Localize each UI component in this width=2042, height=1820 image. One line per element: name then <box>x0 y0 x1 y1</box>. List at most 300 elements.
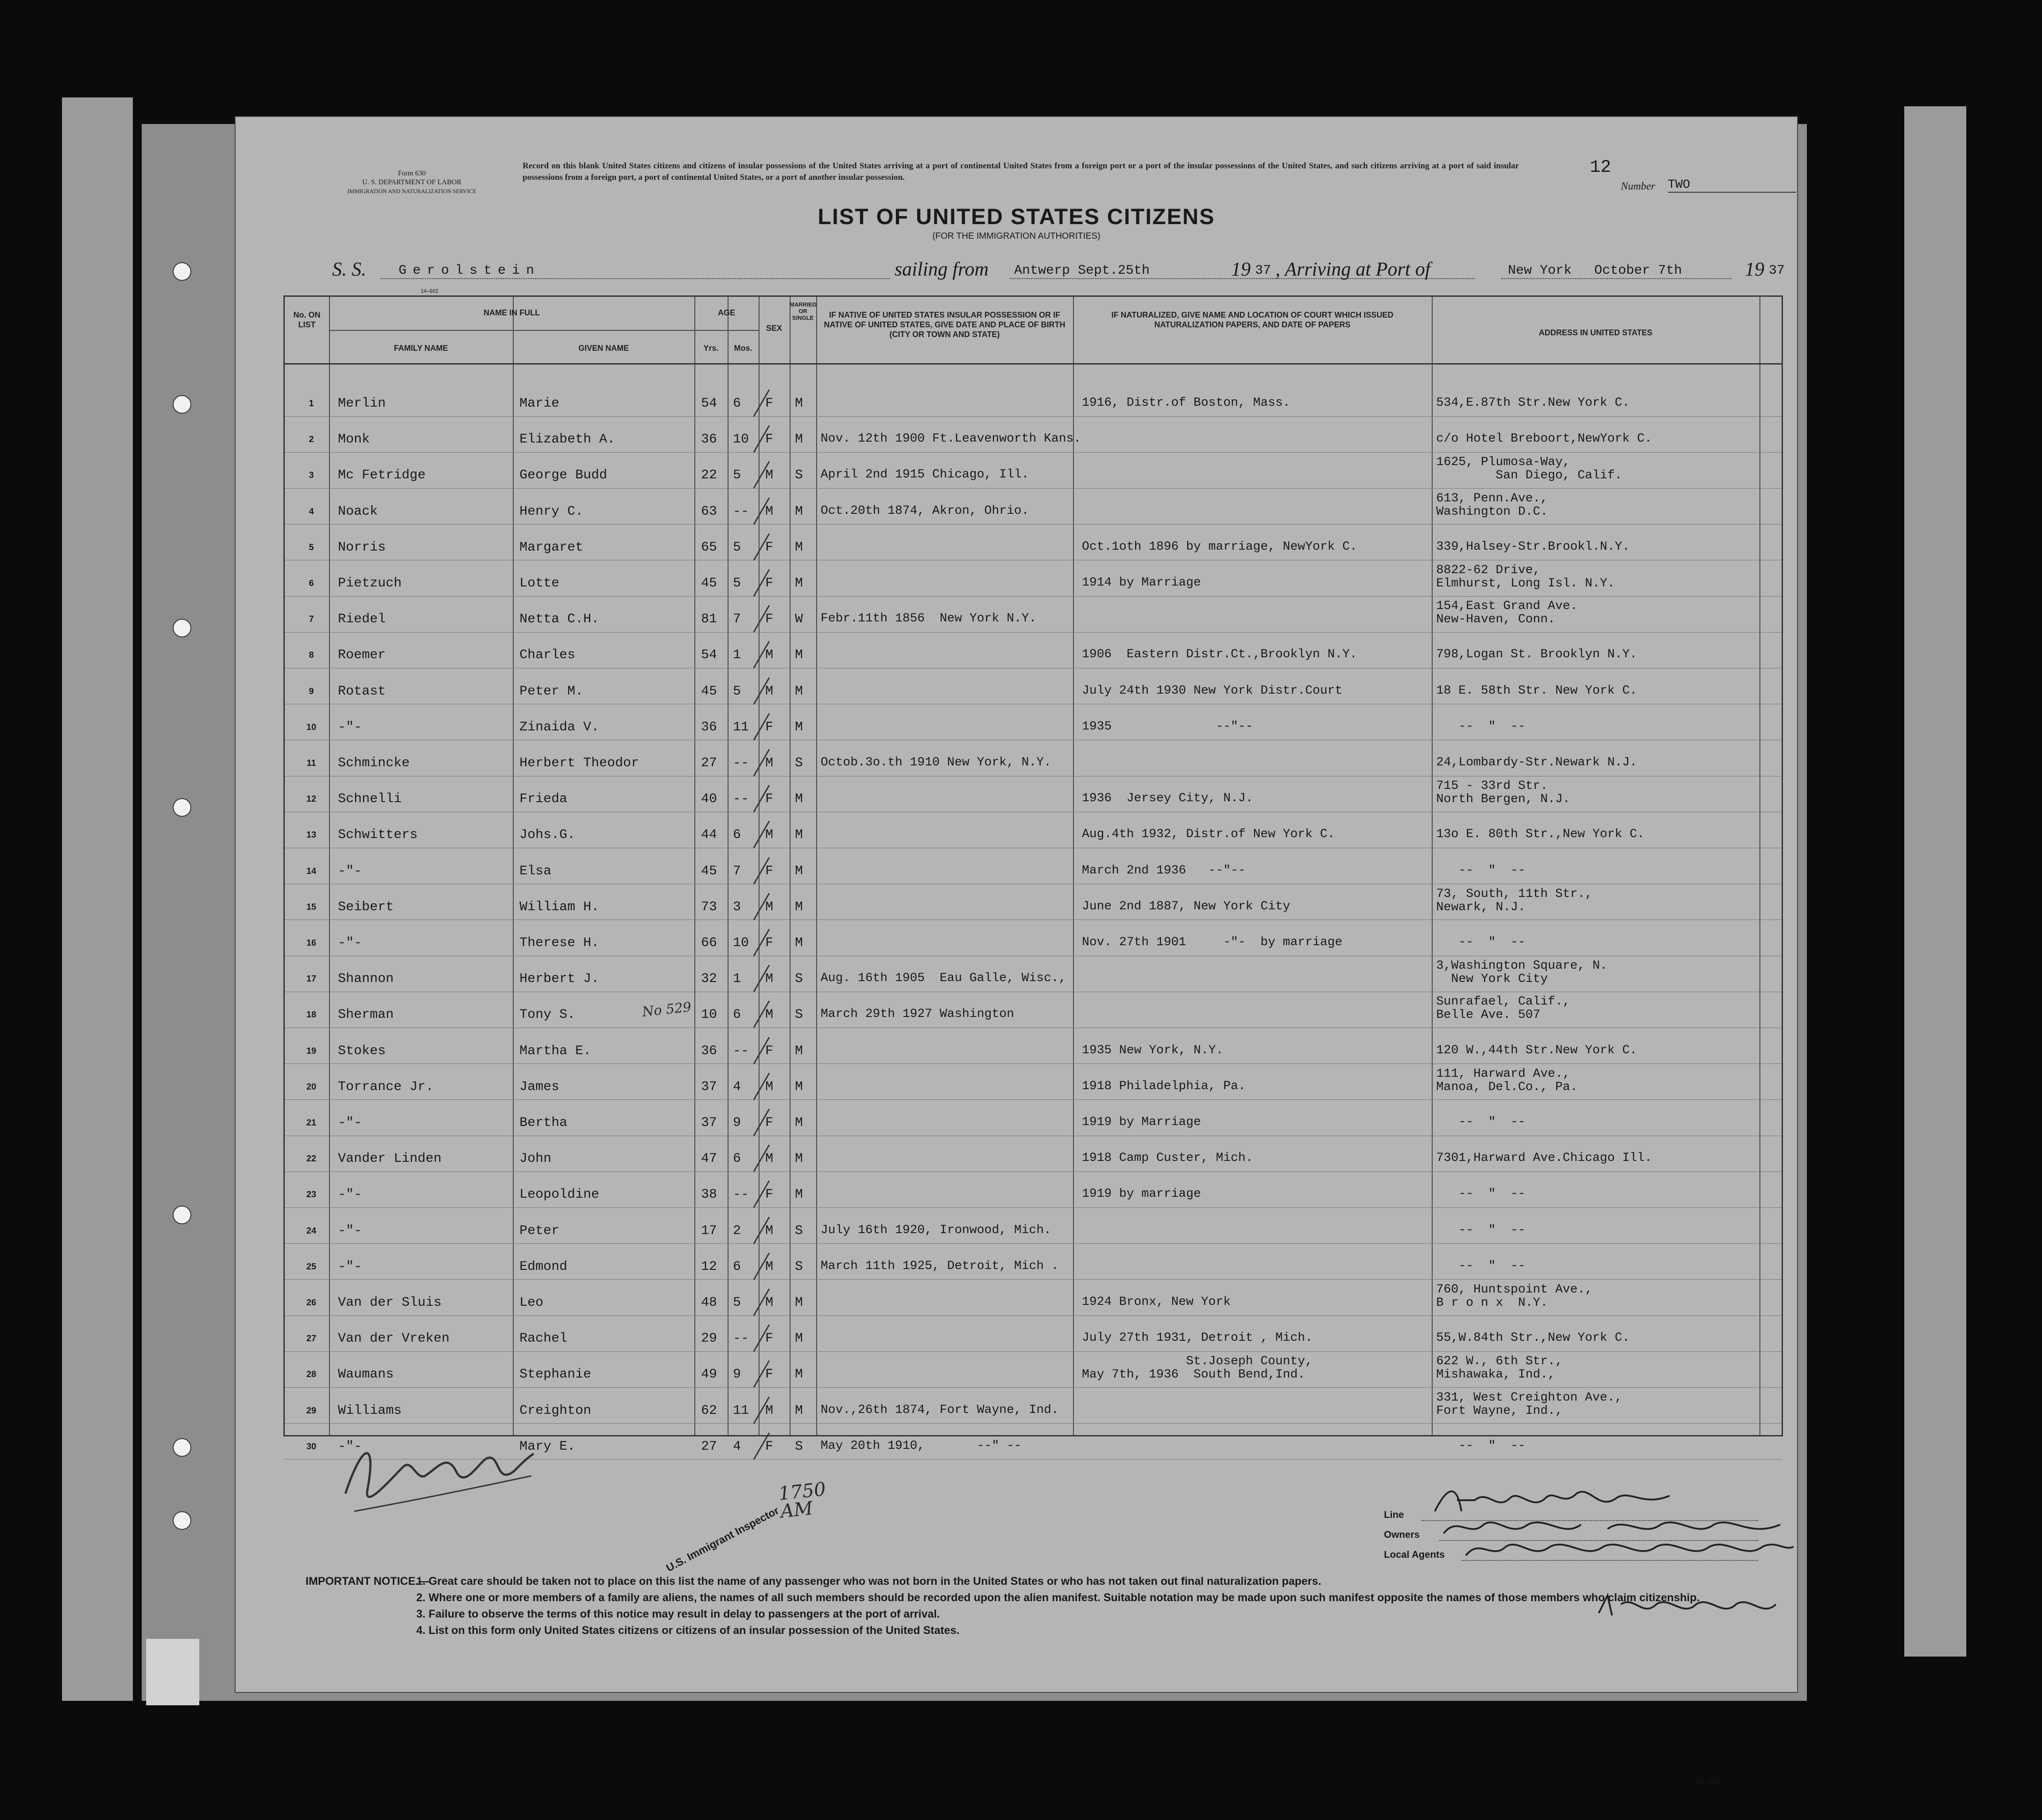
row-4-ms: M <box>795 504 803 519</box>
row-8-nat: 1906 Eastern Distr.Ct.,Brooklyn N.Y. <box>1082 648 1357 662</box>
row-5-nat: Oct.1oth 1896 by marriage, NewYork C. <box>1082 539 1357 554</box>
row-30-mos: 4 <box>733 1439 741 1454</box>
row-25-addr: -- " -- <box>1436 1259 1526 1273</box>
print-code-top: 14–602 <box>421 288 439 294</box>
row-11-yrs: 27 <box>701 756 717 771</box>
row-26-no: 26 <box>306 1298 317 1308</box>
row-15-addr: 73, South, 11th Str., Newark, N.J. <box>1436 887 1593 914</box>
row-27-mos: -- <box>733 1331 749 1347</box>
row-4-given: Henry C. <box>519 504 584 519</box>
row-12-yrs: 40 <box>701 792 717 807</box>
row-20-given: James <box>519 1079 560 1094</box>
row-rule <box>285 1351 1782 1352</box>
row-16-mos: 10 <box>733 935 749 951</box>
ship-name: Gerolstein <box>399 263 541 278</box>
col-age: AGE <box>717 308 735 317</box>
row-29-family: Williams <box>338 1403 402 1418</box>
row-11-family: Schmincke <box>338 756 410 771</box>
row-13-yrs: 44 <box>701 827 717 843</box>
row-9-given: Peter M. <box>519 683 584 699</box>
row-5-mos: 5 <box>733 539 741 555</box>
inspector-time: 1750 AM <box>777 1478 827 1522</box>
row-13-sex: M <box>765 827 774 843</box>
row-3-mos: 5 <box>733 468 741 483</box>
row-21-addr: -- " -- <box>1436 1115 1526 1129</box>
row-29-ms: M <box>795 1403 803 1418</box>
row-3-birth: April 2nd 1915 Chicago, Ill. <box>821 468 1029 482</box>
row-25-sex: M <box>765 1259 774 1274</box>
row-2-mos: 10 <box>733 432 749 447</box>
row-4-birth: Oct.20th 1874, Akron, Ohrio. <box>821 504 1029 518</box>
row-1-addr: 534,E.87th Str.New York C. <box>1436 396 1630 410</box>
row-7-mos: 7 <box>733 612 741 627</box>
row-6-yrs: 45 <box>701 576 717 591</box>
row-rule <box>285 1387 1782 1388</box>
punch-hole <box>173 619 191 637</box>
row-28-mos: 9 <box>733 1367 741 1382</box>
row-22-addr: 7301,Harward Ave.Chicago Ill. <box>1436 1151 1652 1165</box>
row-21-no: 21 <box>306 1118 317 1128</box>
row-1-sex: F <box>765 396 774 411</box>
row-rule <box>285 1099 1782 1100</box>
row-rule <box>285 1423 1782 1424</box>
row-11-ms: S <box>795 756 803 771</box>
row-30-addr: -- " -- <box>1436 1439 1526 1453</box>
row-24-sex: M <box>765 1223 774 1238</box>
row-12-nat: 1936 Jersey City, N.J. <box>1082 792 1253 806</box>
right-paper-edge <box>1904 106 1966 1657</box>
row-19-yrs: 36 <box>701 1043 717 1059</box>
list-number: 12 <box>1590 158 1612 178</box>
row-14-mos: 7 <box>733 863 741 879</box>
row-12-mos: -- <box>733 792 749 807</box>
row-15-ms: M <box>795 899 803 915</box>
row-6-ms: M <box>795 576 803 591</box>
row-17-birth: Aug. 16th 1905 Eau Galle, Wisc., <box>821 971 1066 986</box>
row-5-given: Margaret <box>519 539 584 555</box>
row-2-sex: F <box>765 432 774 447</box>
row-13-mos: 6 <box>733 827 741 843</box>
inspector-signature <box>337 1427 540 1529</box>
row-26-sex: M <box>765 1295 774 1310</box>
punch-hole <box>173 1511 191 1530</box>
row-29-mos: 11 <box>733 1403 749 1418</box>
row-16-nat: Nov. 27th 1901 -"- by marriage <box>1082 935 1343 949</box>
row-27-ms: M <box>795 1331 803 1347</box>
row-rule <box>285 452 1782 453</box>
notice-item: 4. List on this form only United States citizens or citizens of an insular possession of the United States. <box>416 1624 960 1637</box>
row-26-addr: 760, Huntspoint Ave., B r o n x N.Y. <box>1436 1283 1593 1310</box>
row-rule <box>285 632 1782 633</box>
row-20-mos: 4 <box>733 1079 741 1094</box>
row-17-no: 17 <box>306 974 317 984</box>
row-21-family: -"- <box>338 1115 362 1130</box>
row-18-no: 18 <box>306 1010 317 1020</box>
row-8-sex: M <box>765 648 774 663</box>
row-1-ms: M <box>795 396 803 411</box>
row-4-no: 4 <box>309 506 314 516</box>
row-19-given: Martha E. <box>519 1043 592 1059</box>
row-9-yrs: 45 <box>701 683 717 699</box>
row-30-sex: F <box>765 1439 774 1454</box>
row-2-no: 2 <box>309 435 314 445</box>
row-17-sex: M <box>765 971 774 987</box>
row-17-ms: S <box>795 971 803 987</box>
row-9-family: Rotast <box>338 683 386 699</box>
agents-signature <box>1461 1533 1798 1564</box>
row-20-ms: M <box>795 1079 803 1094</box>
row-18-ms: S <box>795 1007 803 1023</box>
row-6-given: Lotte <box>519 576 560 591</box>
row-25-mos: 6 <box>733 1259 741 1274</box>
row-6-mos: 5 <box>733 576 741 591</box>
row-18-mos: 6 <box>733 1007 741 1023</box>
row-30-given: Mary E. <box>519 1439 576 1454</box>
row-18-family: Sherman <box>338 1007 394 1023</box>
row-3-yrs: 22 <box>701 468 717 483</box>
row-18-birth: March 29th 1927 Washington <box>821 1007 1014 1021</box>
punch-hole <box>173 1206 191 1224</box>
row-24-family: -"- <box>338 1223 362 1238</box>
row-17-family: Shannon <box>338 971 394 987</box>
row-27-given: Rachel <box>519 1331 568 1347</box>
row-27-family: Van der Vreken <box>338 1331 450 1347</box>
row-25-no: 25 <box>306 1261 317 1272</box>
row-29-no: 29 <box>306 1405 317 1416</box>
row-rule <box>285 1207 1782 1208</box>
row-10-yrs: 36 <box>701 719 717 735</box>
row-15-given: William H. <box>519 899 600 915</box>
row-26-ms: M <box>795 1295 803 1310</box>
row-19-mos: -- <box>733 1043 749 1059</box>
row-1-no: 1 <box>309 399 314 408</box>
row-18-sex: M <box>765 1007 774 1023</box>
row-29-addr: 331, West Creighton Ave., Fort Wayne, Ind., <box>1436 1390 1623 1418</box>
row-3-ms: S <box>795 468 803 483</box>
row-20-no: 20 <box>306 1082 317 1092</box>
row-2-addr: c/o Hotel Breboort,NewYork C. <box>1436 432 1652 446</box>
row-18-note: No 529 <box>641 999 692 1020</box>
row-21-nat: 1919 by Marriage <box>1082 1115 1201 1129</box>
row-9-addr: 18 E. 58th Str. New York C. <box>1436 683 1637 698</box>
punch-hole <box>173 798 191 817</box>
row-1-family: Merlin <box>338 396 386 411</box>
row-7-no: 7 <box>309 614 314 625</box>
row-22-no: 22 <box>306 1154 317 1164</box>
col-no-on-list: No. ON LIST <box>293 310 321 329</box>
row-5-no: 5 <box>309 542 314 552</box>
manifest-page <box>235 116 1798 1785</box>
row-11-no: 11 <box>306 758 316 768</box>
year-1: 37 <box>1255 263 1271 278</box>
service-text: IMMIGRATION AND NATURALIZATION SERVICE <box>347 188 477 194</box>
col-birth: IF NATIVE OF UNITED STATES INSULAR POSSESSION OR IF NATIVE OF UNITED STATES, GIVE DATE AND PLACE OF BIRTH (CITY OR TOWN AND STATE) <box>824 310 1066 339</box>
row-21-yrs: 37 <box>701 1115 717 1130</box>
row-28-yrs: 49 <box>701 1367 717 1382</box>
row-5-yrs: 65 <box>701 539 717 555</box>
row-4-sex: M <box>765 504 774 519</box>
row-28-addr: 622 W., 6th Str., Mishawaka, Ind., <box>1436 1354 1563 1382</box>
arriving-label: , Arriving at Port of <box>1275 258 1430 280</box>
row-5-family: Norris <box>338 539 386 555</box>
row-rule <box>285 416 1782 417</box>
row-29-birth: Nov.,26th 1874, Fort Wayne, Ind. <box>821 1403 1059 1417</box>
row-25-family: -"- <box>338 1259 362 1274</box>
row-15-nat: June 2nd 1887, New York City <box>1082 899 1290 913</box>
row-22-ms: M <box>795 1151 803 1167</box>
passenger-table <box>283 295 1783 1454</box>
row-24-ms: S <box>795 1223 803 1238</box>
row-rule <box>285 596 1782 597</box>
row-2-family: Monk <box>338 432 370 447</box>
row-12-given: Frieda <box>519 792 568 807</box>
voyage-line <box>332 258 1794 284</box>
row-13-family: Schwitters <box>338 827 418 843</box>
row-9-mos: 5 <box>733 683 741 699</box>
row-14-family: -"- <box>338 863 362 879</box>
row-19-no: 19 <box>306 1046 317 1056</box>
row-11-sex: M <box>765 756 774 771</box>
owners-label: Owners <box>1384 1529 1420 1540</box>
row-2-given: Elizabeth A. <box>519 432 616 447</box>
row-17-addr: 3,Washington Square, N. New York City <box>1436 959 1608 986</box>
col-yrs: Yrs. <box>703 344 719 353</box>
row-rule <box>285 1279 1782 1280</box>
row-20-yrs: 37 <box>701 1079 717 1094</box>
punch-hole <box>173 395 191 414</box>
row-14-nat: March 2nd 1936 --"-- <box>1082 863 1246 877</box>
notice-item: 2. Where one or more members of a family are aliens, the names of all such members should be recorded upon the alien manifest. Suitable notation may be made upon such manifest opposite the names of those members who claim citizenship. <box>416 1591 1700 1604</box>
row-5-addr: 339,Halsey-Str.Brookl.N.Y. <box>1436 539 1630 554</box>
notice-items <box>416 1573 1789 1639</box>
row-30-ms: S <box>795 1439 803 1454</box>
row-12-no: 12 <box>306 794 317 804</box>
row-4-mos: -- <box>733 504 749 519</box>
row-4-yrs: 63 <box>701 504 717 519</box>
row-26-given: Leo <box>519 1295 544 1310</box>
row-18-addr: Sunrafael, Calif., Belle Ave. 507 <box>1436 995 1570 1022</box>
row-23-yrs: 38 <box>701 1187 717 1203</box>
row-9-no: 9 <box>309 686 314 696</box>
row-28-ms: M <box>795 1367 803 1382</box>
col-sex: SEX <box>766 324 783 333</box>
sailing-label: sailing from <box>895 258 989 280</box>
row-8-ms: M <box>795 648 803 663</box>
number-label: Number <box>1621 181 1655 192</box>
form-number <box>288 169 536 196</box>
row-19-family: Stokes <box>338 1043 386 1059</box>
row-20-addr: 111, Harward Ave., Manoa, Del.Co., Pa. <box>1436 1067 1578 1094</box>
row-27-addr: 55,W.84th Str.,New York C. <box>1436 1331 1630 1345</box>
row-21-given: Bertha <box>519 1115 568 1130</box>
row-19-ms: M <box>795 1043 803 1059</box>
row-7-birth: Febr.11th 1856 New York N.Y. <box>821 612 1037 626</box>
print-code-bottom: 14—601 <box>1696 1778 1720 1785</box>
number-value: TWO <box>1668 178 1796 193</box>
row-30-birth: May 20th 1910, --" -- <box>821 1439 1022 1453</box>
row-30-yrs: 27 <box>701 1439 717 1454</box>
row-28-given: Stephanie <box>519 1367 592 1382</box>
col-given-name: GIVEN NAME <box>578 344 629 353</box>
col-name-in-full: NAME IN FULL <box>484 308 540 317</box>
row-15-no: 15 <box>306 902 317 912</box>
row-22-sex: M <box>765 1151 774 1167</box>
arrival-port: New York <box>1508 263 1572 278</box>
row-17-mos: 1 <box>733 971 741 987</box>
row-14-sex: F <box>765 863 774 879</box>
row-19-nat: 1935 New York, N.Y. <box>1082 1043 1224 1057</box>
row-21-sex: F <box>765 1115 774 1130</box>
row-10-ms: M <box>795 719 803 735</box>
row-16-yrs: 66 <box>701 935 717 951</box>
col-address: ADDRESS IN UNITED STATES <box>1538 328 1653 337</box>
row-7-sex: F <box>765 612 774 627</box>
left-paper-edge <box>62 97 133 1701</box>
row-23-no: 23 <box>306 1190 317 1200</box>
row-15-mos: 3 <box>733 899 741 915</box>
row-6-family: Pietzuch <box>338 576 402 591</box>
ss-label: S. S. <box>332 258 366 280</box>
row-9-ms: M <box>795 683 803 699</box>
row-21-ms: M <box>795 1115 803 1130</box>
row-7-family: Riedel <box>338 612 386 627</box>
row-rule <box>285 488 1782 489</box>
row-23-addr: -- " -- <box>1436 1187 1526 1201</box>
row-29-sex: M <box>765 1403 774 1418</box>
row-12-sex: F <box>765 792 774 807</box>
row-28-nat: St.Joseph County, May 7th, 1936 South Bend,Ind. <box>1082 1354 1313 1382</box>
row-28-family: Waumans <box>338 1367 394 1382</box>
punch-hole <box>173 262 191 281</box>
row-3-given: George Budd <box>519 468 608 483</box>
row-7-yrs: 81 <box>701 612 717 627</box>
row-23-given: Leopoldine <box>519 1187 600 1203</box>
row-29-given: Creighton <box>519 1403 592 1418</box>
row-8-yrs: 54 <box>701 648 717 663</box>
row-5-ms: M <box>795 539 803 555</box>
department-text: U. S. DEPARTMENT OF LABOR <box>362 179 461 186</box>
row-6-sex: F <box>765 576 774 591</box>
row-25-given: Edmond <box>519 1259 568 1274</box>
row-3-sex: M <box>765 468 774 483</box>
row-24-given: Peter <box>519 1223 560 1238</box>
row-16-sex: F <box>765 935 774 951</box>
row-26-mos: 5 <box>733 1295 741 1310</box>
row-21-mos: 9 <box>733 1115 741 1130</box>
row-3-addr: 1625, Plumosa-Way, San Diego, Calif. <box>1436 455 1623 483</box>
row-14-ms: M <box>795 863 803 879</box>
local-agents-label: Local Agents <box>1384 1549 1445 1560</box>
row-23-ms: M <box>795 1187 803 1203</box>
year-prefix-2: 19 <box>1745 258 1764 280</box>
row-2-yrs: 36 <box>701 432 717 447</box>
row-20-nat: 1918 Philadelphia, Pa. <box>1082 1079 1246 1093</box>
row-6-addr: 8822-62 Drive, Elmhurst, Long Isl. N.Y. <box>1436 563 1615 590</box>
row-4-family: Noack <box>338 504 378 519</box>
row-20-sex: M <box>765 1079 774 1094</box>
row-10-addr: -- " -- <box>1436 719 1526 733</box>
row-12-ms: M <box>795 792 803 807</box>
row-rule <box>285 1243 1782 1244</box>
row-24-no: 24 <box>306 1226 317 1236</box>
row-18-given: Tony S. <box>519 1007 576 1023</box>
row-23-mos: -- <box>733 1187 749 1203</box>
page-subtitle: (FOR THE IMMIGRATION AUTHORITIES) <box>932 231 1100 241</box>
row-9-sex: M <box>765 683 774 699</box>
col-married-single: MARRIED OR SINGLE <box>790 301 817 321</box>
row-3-no: 3 <box>309 470 314 481</box>
row-11-given: Herbert Theodor <box>519 756 639 771</box>
row-8-no: 8 <box>309 650 314 660</box>
row-22-yrs: 47 <box>701 1151 717 1167</box>
row-16-ms: M <box>795 935 803 951</box>
row-10-sex: F <box>765 719 774 735</box>
row-26-yrs: 48 <box>701 1295 717 1310</box>
row-16-family: -"- <box>338 935 362 951</box>
row-10-no: 10 <box>306 722 317 732</box>
row-24-yrs: 17 <box>701 1223 717 1238</box>
row-25-ms: S <box>795 1259 803 1274</box>
row-6-nat: 1914 by Marriage <box>1082 576 1201 590</box>
row-20-family: Torrance Jr. <box>338 1079 434 1094</box>
row-26-nat: 1924 Bronx, New York <box>1082 1295 1231 1309</box>
row-23-family: -"- <box>338 1187 362 1203</box>
row-2-ms: M <box>795 432 803 447</box>
punch-hole <box>173 1438 191 1457</box>
row-13-given: Johs.G. <box>519 827 576 843</box>
row-22-given: John <box>519 1151 552 1167</box>
row-26-family: Van der Sluis <box>338 1295 442 1310</box>
row-24-birth: July 16th 1920, Ironwood, Mich. <box>821 1223 1051 1237</box>
row-28-sex: F <box>765 1367 774 1382</box>
row-16-no: 16 <box>306 938 317 948</box>
row-10-family: -"- <box>338 719 362 735</box>
paper-scrap <box>146 1639 199 1705</box>
year-prefix-1: 19 <box>1231 258 1251 280</box>
row-1-nat: 1916, Distr.of Boston, Mass. <box>1082 396 1290 410</box>
row-15-family: Seibert <box>338 899 394 915</box>
row-19-addr: 120 W.,44th Str.New York C. <box>1436 1043 1637 1057</box>
line-label: Line <box>1384 1509 1404 1520</box>
row-28-no: 28 <box>306 1370 317 1380</box>
row-6-no: 6 <box>309 578 314 588</box>
arrival-date: October 7th <box>1594 263 1682 278</box>
row-27-no: 27 <box>306 1334 317 1344</box>
sailing-from: Antwerp Sept.25th <box>1014 263 1150 278</box>
form-number-text: Form 630 <box>398 170 426 177</box>
row-13-ms: M <box>795 827 803 843</box>
row-8-addr: 798,Logan St. Brooklyn N.Y. <box>1436 648 1637 662</box>
header-notice: Record on this blank United States citizens and citizens of insular possessions of the United States arriving at a port of continental United States from a foreign port or a port of the insular possessions of the United States, and such citizens arriving at a port of said insular possessions from a foreign port, a port of continental United States, or a port of another insular possession. <box>523 161 1519 182</box>
col-naturalized: IF NATURALIZED, GIVE NAME AND LOCATION OF COURT WHICH ISSUED NATURALIZATION PAPERS, AND DATE OF PAPERS <box>1111 310 1394 329</box>
row-10-mos: 11 <box>733 719 749 735</box>
row-1-given: Marie <box>519 396 560 411</box>
row-10-given: Zinaida V. <box>519 719 600 735</box>
row-11-addr: 24,Lombardy-Str.Newark N.J. <box>1436 756 1637 769</box>
row-7-given: Netta C.H. <box>519 612 600 627</box>
row-8-family: Roemer <box>338 648 386 663</box>
row-14-given: Elsa <box>519 863 552 879</box>
row-22-nat: 1918 Camp Custer, Mich. <box>1082 1151 1253 1165</box>
row-14-addr: -- " -- <box>1436 863 1526 877</box>
row-23-nat: 1919 by marriage <box>1082 1187 1201 1201</box>
notice-lead: IMPORTANT NOTICE.— <box>306 1575 430 1587</box>
row-13-no: 13 <box>306 830 317 840</box>
row-30-no: 30 <box>306 1441 317 1451</box>
row-22-family: Vander Linden <box>338 1151 442 1167</box>
row-24-addr: -- " -- <box>1436 1223 1526 1237</box>
row-16-given: Therese H. <box>519 935 600 951</box>
